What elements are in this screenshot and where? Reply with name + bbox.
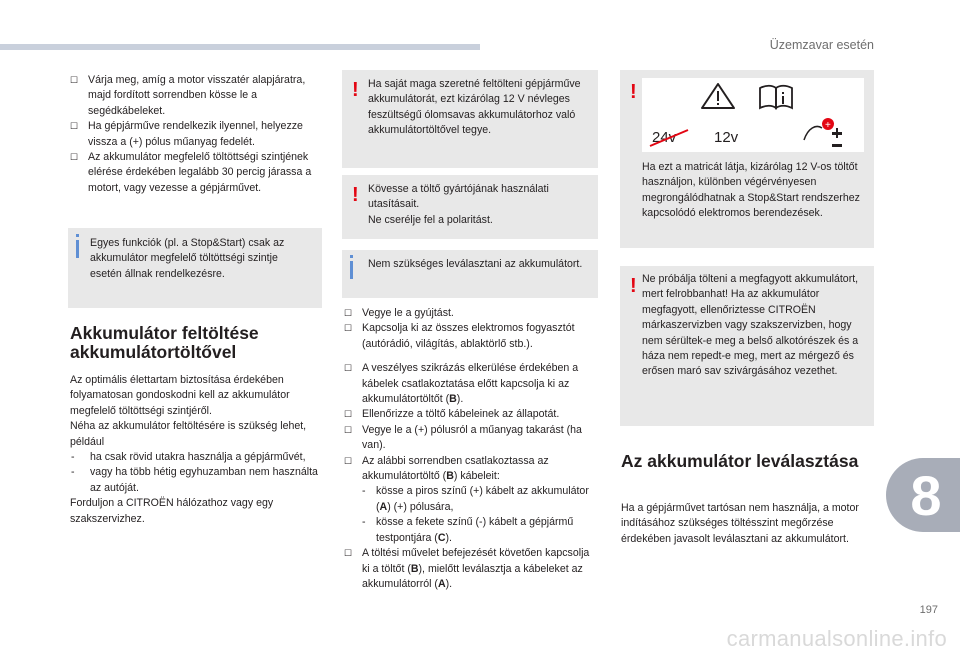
checkbox-bullet-icon: ☐ [70, 121, 79, 132]
checkbox-bullet-icon: ☐ [344, 548, 353, 559]
checkbox-bullet-icon: ☐ [344, 308, 353, 318]
checkbox-bullet-icon: ☐ [344, 323, 353, 334]
list-item: ☐ Az alábbi sorrendben csatlakoztassa az akkumulátortöltő (B) kábeleit: [344, 454, 549, 483]
list-item: ☐ Vegye le a gyújtást. [344, 306, 598, 321]
list-item: ☐ Várja meg, amíg a motor visszatér alapjáratra, majd fordított sorrendben kösse le a segédkábeleket. [70, 74, 306, 117]
watermark: carmanualsonline.info [726, 626, 947, 651]
sticker-label-12v: 12v [714, 129, 739, 146]
section-title: Üzemzavar esetén [769, 38, 874, 52]
info-box: Egyes funkciók (pl. a Stop&Start) csak az akkumulátor megfelelő töltöttségi szintje esetén állnak rendelkezésre. [68, 228, 322, 308]
col2-steps [344, 306, 598, 592]
warning-exclamation-icon: ! [352, 79, 359, 101]
col1-body [70, 373, 322, 527]
warning-exclamation-icon: ! [630, 81, 637, 103]
col1-bullets [70, 73, 320, 196]
paragraph: Néha az akkumulátor feltöltésére is szükség lehet, például [70, 420, 307, 448]
list-item: ☐ Az akkumulátor megfelelő töltöttségi szintjének elérése érdekében legalább 30 percig járassa a motort, vagy vezesse a gépjárművet. [70, 151, 312, 194]
list-item: ☐ Ha gépjárműve rendelkezik ilyennel, helyezze vissza a (+) pólus műanyag fedelét. [70, 120, 303, 148]
header-bar [0, 44, 480, 50]
checkbox-bullet-icon: ☐ [344, 424, 353, 435]
list-item: ☐ A veszélyes szikrázás elkerülése érdekében a kábelek csatlakoztatása előtt kapcsolja ki az akkumulátortöltőt (B). [344, 362, 579, 406]
page-number: 197 [919, 604, 938, 616]
paragraph: Forduljon a CITROËN hálózathoz vagy egy szakszervizhez. [70, 497, 274, 525]
checkbox-bullet-icon: ☐ [70, 152, 79, 163]
charger-sticker-illustration [642, 78, 864, 152]
list-item: ☐ Ellenőrizze a töltő kábeleinek az állapotát. [344, 407, 598, 422]
list-item: - vagy ha több hétig egyhuzamban nem használta az autóját. [71, 466, 318, 494]
list-item: ☐ Vegye le a (+) pólusról a műanyag takarást (ha van). [344, 423, 582, 452]
warning-box-sticker: ! 24v 12v + Ha ezt a matricát látja, kizárólag 12 V-os töltőt használjon, különben végérvényesen megrongálódhatnak a Stop&Start rendszerhez kapcsolódó elektromos berendezések. [620, 70, 874, 248]
paragraph: Az optimális élettartam biztosítása érdekében folyamatosan gondoskodni kell az akkumulátor megfelelő töltöttségi szintjéről. [70, 374, 290, 417]
sticker-label-24v: 24v [652, 129, 677, 146]
checkbox-bullet-icon: ☐ [70, 75, 79, 85]
warning-exclamation-icon: ! [352, 184, 359, 206]
paragraph: Ha a gépjárművet tartósan nem használja, a motor indításához szükséges töltésszint megőrzése érdekében javasolt leválasztani az akkumulátort. [621, 502, 859, 545]
warning-box: ! Kövesse a töltő gyártójának használati utasításait. Ne cserélje fel a polaritást. [342, 175, 598, 239]
info-icon [76, 240, 83, 258]
info-box: Nem szükséges leválasztani az akkumulátort. [342, 250, 598, 298]
checkbox-bullet-icon: ☐ [344, 409, 353, 420]
info-icon [350, 261, 357, 279]
warning-box: ! Ne próbálja tölteni a megfagyott akkumulátort, mert felrobbanhat! Ha az akkumulátor megfagyott, ellenőriztesse CITROËN márkaszervizben vagy szakszervizben, hogy nem sérültek-e meg a belső alkotórészek és a háza nem repedt-e meg, mert az mérgező és erősen maró sav szivárgásához vezethet. [620, 266, 874, 426]
list-item: - kösse a fekete színű (-) kábelt a gépjármű testpontjára (C). [362, 516, 574, 544]
list-item: ☐ Kapcsolja ki az összes elektromos fogyasztót (autórádió, világítás, ablaktörlő stb.). [344, 322, 575, 350]
list-item: - ha csak rövid utakra használja a gépjárművét, [71, 451, 306, 464]
warning-exclamation-icon: ! [630, 275, 637, 297]
list-item: ☐ A töltési művelet befejezését követően kapcsolja ki a töltőt (B), mielőtt leválasztja a kábeleket az akkumulátorról (A). [344, 547, 590, 590]
list-item: - kösse a piros színű (+) kábelt az akkumulátor (A) (+) pólusára, [362, 485, 589, 513]
heading-charging: Akkumulátor feltöltése akkumulátortöltővel [70, 323, 259, 362]
checkbox-bullet-icon: ☐ [344, 455, 353, 466]
chapter-tab: 8 [886, 458, 960, 532]
warning-box: ! Ha saját maga szeretné feltölteni gépjárműve akkumulátorát, ezt kizárólag 12 V névleges feszültségű ólomsavas akkumulátorhoz való akkumulátortöltővel tegye. [342, 70, 598, 168]
heading-disconnect: Az akkumulátor leválasztása [621, 451, 859, 471]
checkbox-bullet-icon: ☐ [344, 363, 353, 374]
svg-text:+: + [825, 120, 831, 131]
